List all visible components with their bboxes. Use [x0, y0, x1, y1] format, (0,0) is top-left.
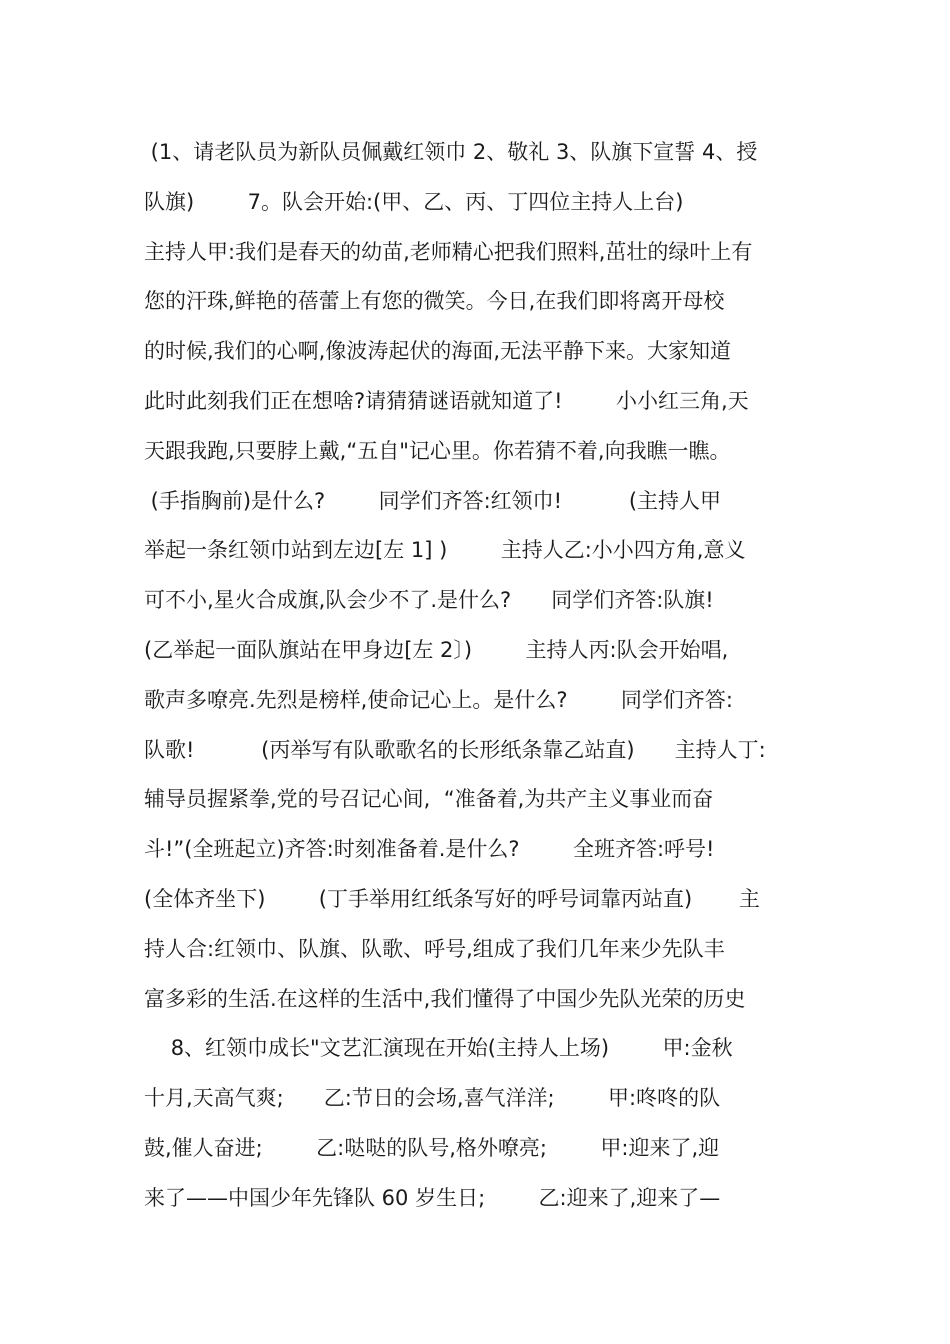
- text-line: 可不小,星火合成旗,队会少不了.是什么? 同学们齐答:队旗!: [144, 588, 714, 613]
- document-body: [144, 128, 814, 1224]
- text-line: 来了——中国少年先锋队 60 岁生日; 乙:迎来了,迎来了—: [144, 1185, 721, 1210]
- text-line: 十月,天高气爽; 乙:节日的会场,喜气洋洋; 甲:咚咚的队: [144, 1086, 721, 1111]
- text-line: (全体齐坐下) (丁手举用红纸条写好的呼号词靠丙站直) 主: [144, 886, 760, 911]
- text-line: 富多彩的生活.在这样的生活中,我们懂得了中国少先队光荣的历史: [144, 986, 746, 1011]
- text-line: 歌声多嘹亮.先烈是榜样,使命记心上。是什么? 同学们齐答:: [144, 687, 733, 712]
- text-line: 此时此刻我们正在想啥?请猜猜谜语就知道了! 小小红三角,天: [144, 388, 749, 413]
- text-line: (手指胸前)是什么? 同学们齐答:红领巾! (主持人甲: [144, 488, 722, 513]
- text-line: 鼓,催人奋进; 乙:哒哒的队号,格外嘹亮; 甲:迎来了,迎: [144, 1135, 720, 1160]
- text-line: 的时候,我们的心啊,像波涛起伏的海面,无法平静下来。大家知道: [144, 339, 732, 364]
- text-line: (1、请老队员为新队员佩戴红领巾 2、敬礼 3、队旗下宣誓 4、授: [144, 140, 758, 164]
- text-line: 斗!”(全班起立)齐答:时刻准备着.是什么? 全班齐答:呼号!: [144, 837, 715, 862]
- text-line: 辅导员握紧拳,党的号召记心间, “准备着,为共产主义事业而奋: [144, 787, 714, 812]
- text-line: (乙举起一面队旗站在甲身边[左 2〕) 主持人丙:队会开始唱,: [144, 637, 729, 662]
- text-line: 举起一条红领巾站到左边[左 1] ) 主持人乙:小小四方角,意义: [144, 538, 746, 563]
- text-line: 队歌! (丙举写有队歌歌名的长形纸条靠乙站直) 主持人丁:: [144, 737, 766, 762]
- text-line: 天跟我跑,只要脖上戴,“五自"记心里。你若猜不着,向我瞧一瞧。: [144, 438, 731, 463]
- text-line: 8、红领巾成长"文艺汇演现在开始(主持人上场) 甲:金秋: [144, 1036, 733, 1061]
- text-line: 队旗) 7。队会开始:(甲、乙、丙、丁四位主持人上台): [144, 189, 684, 214]
- text-line: 持人合:红领巾、队旗、队歌、呼号,组成了我们几年来少先队丰: [144, 936, 725, 961]
- text-line: 主持人甲:我们是春天的幼苗,老师精心把我们照料,茁壮的绿叶上有: [144, 239, 753, 264]
- text-line: 您的汗珠,鲜艳的蓓蕾上有您的微笑。今日,在我们即将离开母校: [144, 289, 725, 314]
